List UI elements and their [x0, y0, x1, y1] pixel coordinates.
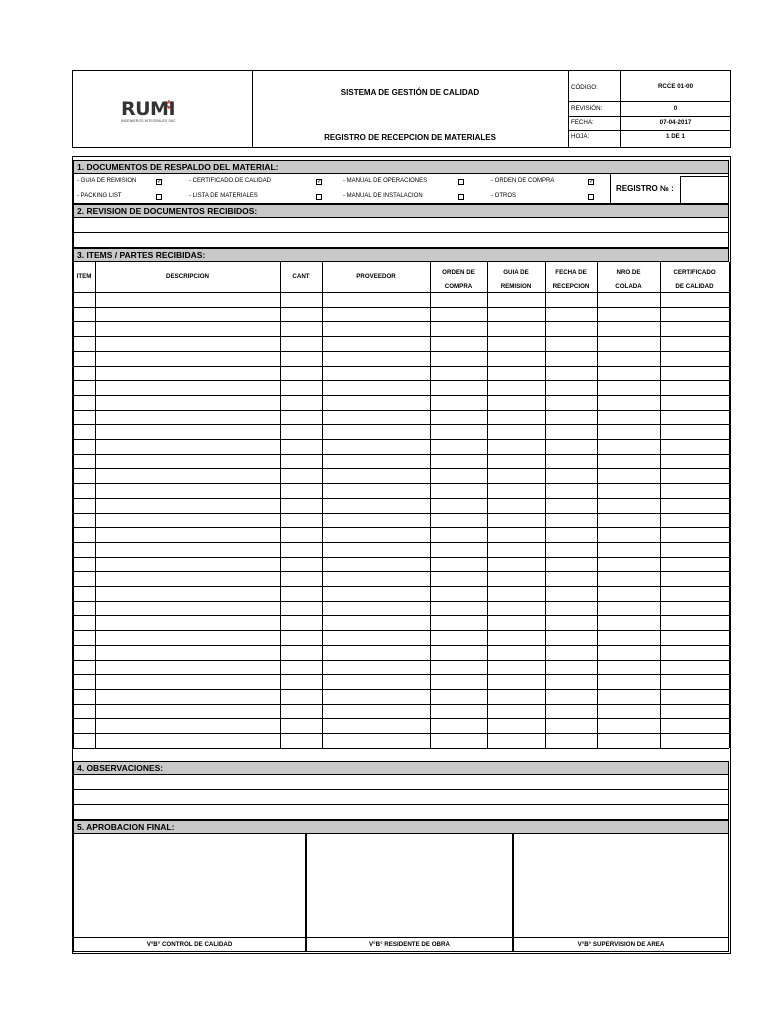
meta-value-codigo: RCCE 01-00 — [657, 83, 694, 90]
column-header — [487, 266, 545, 294]
document-option-label: - MANUAL DE OPERACIONES — [343, 178, 428, 184]
table-row — [73, 424, 729, 425]
column-header — [597, 266, 660, 294]
document-title: REGISTRO DE RECEPCION DE MATERIALES — [324, 133, 496, 142]
table-row — [73, 366, 729, 367]
meta-value-hoja: 1 DE 1 — [666, 133, 685, 140]
table-row — [73, 468, 729, 469]
column-header-line2: COMPRA — [444, 283, 473, 290]
column-header-line2: RECEPCION — [552, 283, 590, 290]
table-row — [73, 454, 729, 455]
document-option-label: - LISTA DE MATERIALES — [189, 193, 258, 199]
table-row — [73, 748, 729, 749]
table-row — [73, 704, 729, 705]
column-header — [660, 266, 729, 294]
signature-label-control: V°B° CONTROL DE CALIDAD — [146, 941, 233, 948]
document-option-checkbox[interactable] — [458, 179, 464, 185]
column-header: CANT — [292, 273, 310, 280]
registro-field[interactable] — [680, 176, 729, 204]
table-row — [73, 689, 729, 690]
section2-title: 2. REVISION DE DOCUMENTOS RECIBIDOS: — [73, 204, 729, 218]
meta-label-codigo: CÓDIGO: — [571, 84, 598, 91]
registro-label: REGISTRO № : — [616, 184, 674, 193]
table-row — [73, 292, 729, 293]
system-title: SISTEMA DE GESTIÓN DE CALIDAD — [340, 88, 480, 97]
document-option-label: - GUIA DE REMISION — [77, 178, 137, 184]
section2-line-2[interactable] — [73, 233, 729, 248]
document-option-label: - MANUAL DE INSTALACION — [343, 193, 423, 199]
signature-box-residente[interactable] — [306, 834, 513, 938]
table-row — [73, 557, 729, 558]
observaciones-line-1[interactable] — [73, 775, 729, 790]
table-row — [73, 513, 729, 514]
table-row — [73, 439, 729, 440]
table-row — [73, 718, 729, 719]
document-option-checkbox[interactable]: ✓ — [317, 179, 323, 185]
document-option-checkbox[interactable]: ✓ — [589, 179, 595, 185]
section2-line-1[interactable] — [73, 218, 729, 233]
document-option-checkbox[interactable] — [156, 194, 162, 200]
observaciones-line-2[interactable] — [73, 790, 729, 805]
document-option-checkbox[interactable] — [458, 194, 464, 200]
table-row — [73, 395, 729, 396]
meta-label-hoja: HOJA: — [571, 133, 590, 140]
meta-value-fecha: 07-04-2017 — [659, 119, 692, 126]
table-row — [73, 351, 729, 352]
company-subtitle: INGENIEROS INTEGRALES SAC — [121, 119, 176, 123]
meta-label-revision: REVISIÓN: — [571, 105, 603, 112]
column-header-line1: CERTIFICADO — [673, 269, 716, 276]
table-row — [73, 498, 729, 499]
column-header — [545, 266, 597, 294]
table-row — [73, 660, 729, 661]
signature-label-residente: V°B° RESIDENTE DE OBRA — [369, 941, 450, 948]
meta-label-fecha: FECHA: — [571, 119, 594, 126]
document-option-label: - ORDEN DE COMPRA — [491, 178, 555, 184]
table-row — [73, 527, 729, 528]
signature-label-supervision: V°B° SUPERVISION DE AREA — [577, 941, 665, 948]
document-option-checkbox[interactable]: ✓ — [157, 179, 163, 185]
document-option-checkbox[interactable] — [588, 194, 594, 200]
signature-box-supervision[interactable] — [513, 834, 729, 938]
document-option-label: - OTROS — [491, 193, 516, 199]
column-header-line2: COLADA — [615, 283, 642, 290]
table-row — [73, 571, 729, 572]
company-name: RUMI — [121, 98, 176, 120]
column-header: DESCRIPCION — [166, 273, 209, 280]
column-header: ITEM — [76, 273, 92, 280]
section3-title: 3. ITEMS / PARTES RECIBIDAS: — [73, 248, 729, 262]
table-row — [73, 483, 729, 484]
table-row — [73, 601, 729, 602]
table-row — [73, 380, 729, 381]
table-row — [73, 307, 729, 308]
table-row — [73, 336, 729, 337]
column-header-line2: DE CALIDAD — [675, 283, 714, 290]
table-row — [73, 410, 729, 411]
column-header-line1: NRO DE — [616, 269, 641, 276]
document-option-label: - CERTIFICADO DE CALIDAD — [189, 178, 271, 184]
section1-title: 1. DOCUMENTOS DE RESPALDO DEL MATERIAL: — [73, 160, 729, 174]
section4-title: 4. OBSERVACIONES: — [73, 761, 729, 775]
column-header — [430, 266, 487, 294]
signature-box-control[interactable] — [73, 834, 306, 938]
table-row — [73, 733, 729, 734]
table-row — [73, 630, 729, 631]
table-row — [73, 542, 729, 543]
document-option-checkbox[interactable] — [316, 194, 322, 200]
table-row — [73, 321, 729, 322]
column-header: PROVEEDOR — [356, 273, 396, 280]
section5-title: 5. APROBACION FINAL: — [73, 820, 729, 834]
table-row — [73, 586, 729, 587]
column-header-line1: GUIA DE — [503, 269, 529, 276]
company-logo — [118, 92, 198, 128]
table-row — [73, 674, 729, 675]
table-row — [73, 645, 729, 646]
meta-value-revision: 0 — [673, 105, 678, 112]
document-option-label: - PACKING LIST — [77, 193, 122, 199]
column-header-line1: ORDEN DE — [442, 269, 475, 276]
table-row — [73, 615, 729, 616]
column-header-line1: FECHA DE — [555, 269, 587, 276]
column-header-line2: REMISION — [500, 283, 532, 290]
observaciones-line-3[interactable] — [73, 805, 729, 820]
